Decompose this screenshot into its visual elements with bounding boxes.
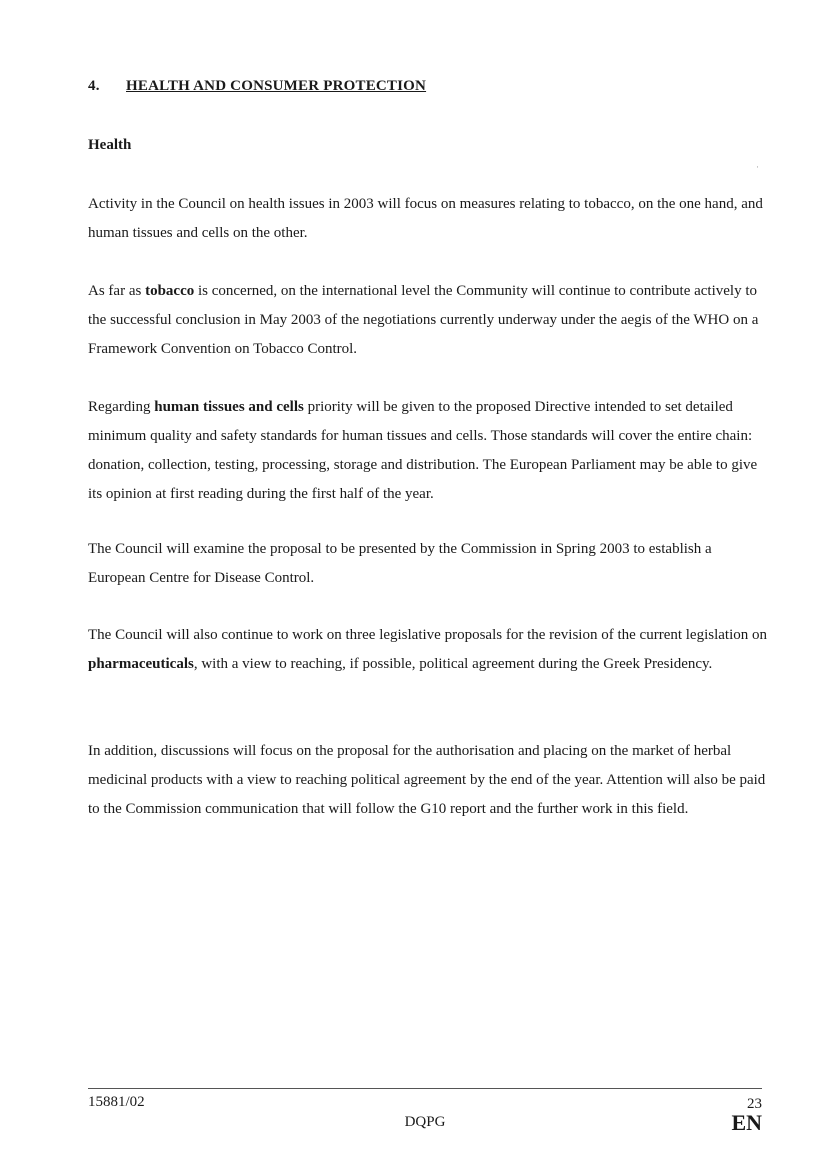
- scan-mark: ·: [756, 162, 759, 172]
- footer-language-code: EN: [731, 1110, 762, 1135]
- paragraph-disease-control: The Council will examine the proposal to be presented by the Commission in Spring 2003 to establish a European Centre for Disease Control.: [88, 541, 712, 586]
- paragraph-text: The Council will also continue to work on three legislative proposals for the revision of the current legislation on: [88, 627, 768, 643]
- footer-document-number: 15881/02: [88, 1094, 145, 1110]
- paragraph-health-overview: Activity in the Council on health issues in 2003 will focus on measures relating to tobacco, on the one hand, and human tissues and cells on the other.: [88, 196, 763, 241]
- paragraph-text: priority will be given to the proposed Directive intended to set detailed minimum quality and safety standards for human tissues and cells. Those standards will cover the entire chain: donation, collection, testing, processing, storage and distribution. The European Parliament may be able to give its opinion at first reading during the first half of the year.: [88, 399, 758, 502]
- bold-term-tobacco: tobacco: [145, 283, 195, 299]
- footer-divider: [88, 1088, 762, 1089]
- section-number: 4.: [88, 78, 100, 94]
- paragraph-pharmaceuticals: [88, 621, 768, 679]
- paragraph-text: As far as: [88, 283, 146, 299]
- section-title: HEALTH AND CONSUMER PROTECTION: [126, 78, 427, 94]
- paragraph-text: is concerned, on the international level the Community will continue to contribute actively to the successful conclusion in May 2003 of the negotiations currently underway under the aegis of the WHO on a Framework Convention on Tobacco Control.: [88, 283, 759, 357]
- paragraph-text: , with a view to reaching, if possible, political agreement during the Greek Presidency.: [193, 656, 713, 672]
- bold-term-tissues-cells: human tissues and cells: [154, 399, 304, 415]
- paragraph-tobacco: [88, 277, 768, 364]
- subsection-heading: Health: [88, 137, 132, 153]
- paragraph-text: Regarding: [88, 399, 155, 415]
- footer-page-number: 23: [747, 1096, 762, 1112]
- paragraph-tissues-cells: [88, 393, 768, 509]
- paragraph-herbal-products: In addition, discussions will focus on the proposal for the authorisation and placing on the market of herbal medicinal products with a view to reaching political agreement by the end of the year. Attention will also be paid to the Commission communication that will follow the G10 report and the further work in this field.: [88, 743, 766, 817]
- footer-department: DQPG: [404, 1114, 446, 1130]
- bold-term-pharmaceuticals: pharmaceuticals: [88, 656, 194, 672]
- section-heading: [88, 78, 426, 95]
